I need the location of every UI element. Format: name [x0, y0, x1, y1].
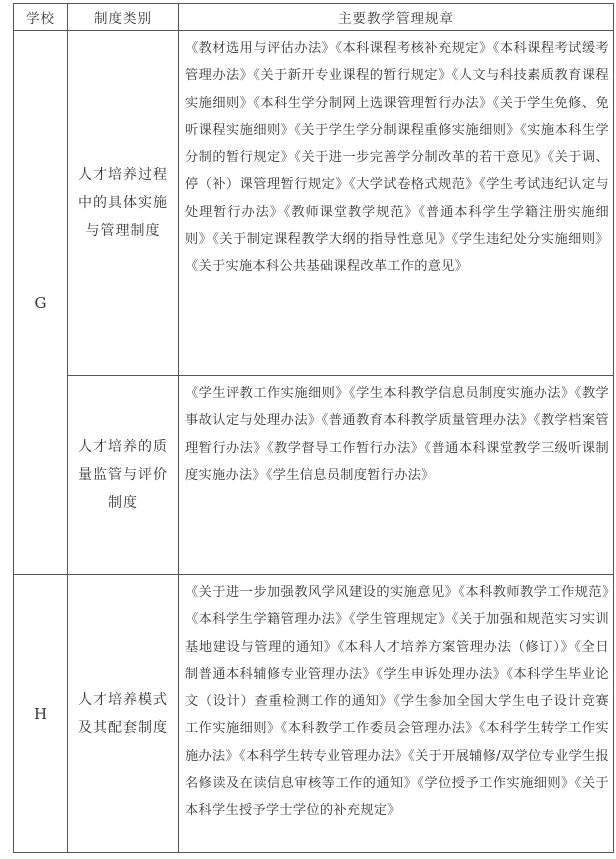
- table-row: [14, 575, 614, 853]
- header-regulations: 主要教学管理规章: [179, 4, 614, 31]
- table-row: [14, 31, 614, 376]
- regulations-cell: 《学生评教工作实施细则》《学生本科教学信息员制度实施办法》《教学事故认定与处理办法》《普通教育本科教学质量管理办法》《教学档案管理暂行办法》《教学督导工作暂行办法》《普通本科课堂教学三级听课制度实施办法》《学生信息员制度暂行办法》: [179, 376, 614, 575]
- regulations-cell: 《教材选用与评估办法》《本科课程考核补充规定》《本科课程考试缓考管理办法》《关于新开专业课程的暂行规定》《人文与科技素质教育课程实施细则》《本科生学分制网上选课管理暂行办法》《关于学生免修、免听课程实施细则》《关于学生学分制课程重修实施细则》《实施本科生学分制的暂行规定》《关于进一步完善学分制改革的若干意见》《关于调、停（补）课管理暂行规定》《大学试卷格式规范》《学生考试违纪认定与处理暂行办法》《教师课堂教学规范》《普通本科学生学籍注册实施细则》《关于制定课程教学大纲的指导性意见》《学生违纪处分实施细则》《关于实施本科公共基础课程改革工作的意见》: [179, 31, 614, 376]
- regulations-cell: 《关于进一步加强教风学风建设的实施意见》《本科教师教学工作规范》《本科学生学籍管理办法》《学生管理规定》《关于加强和规范实习实训基地建设与管理的通知》《本科人才培养方案管理办法（修订）》《全日制普通本科辅修专业管理办法》《学生申诉处理办法》《本科学生毕业论文（设计）查重检测工作的通知》《学生参加全国大学生电子设计竞赛工作实施细则》《本科教学工作委员会管理办法》《本科学生转学工作实施办法》《本科学生转专业管理办法》《关于开展辅修/双学位专业学生报名修读及在读信息审核等工作的通知》《学位授予工作实施细则》《关于本科学生授予学士学位的补充规定》: [179, 575, 614, 853]
- school-cell-h: H: [14, 575, 68, 853]
- header-category: 制度类别: [68, 4, 179, 31]
- school-cell-g: G: [14, 31, 68, 575]
- header-school: 学校: [14, 4, 68, 31]
- category-cell: 人才培养的质量监管与评价制度: [68, 376, 179, 575]
- table-header-row: [14, 4, 614, 31]
- regulations-table-wrapper: [13, 3, 613, 853]
- category-cell: 人才培养过程中的具体实施与管理制度: [68, 31, 179, 376]
- regulations-table: [13, 3, 614, 853]
- category-cell: 人才培养模式及其配套制度: [68, 575, 179, 853]
- table-row: [14, 376, 614, 575]
